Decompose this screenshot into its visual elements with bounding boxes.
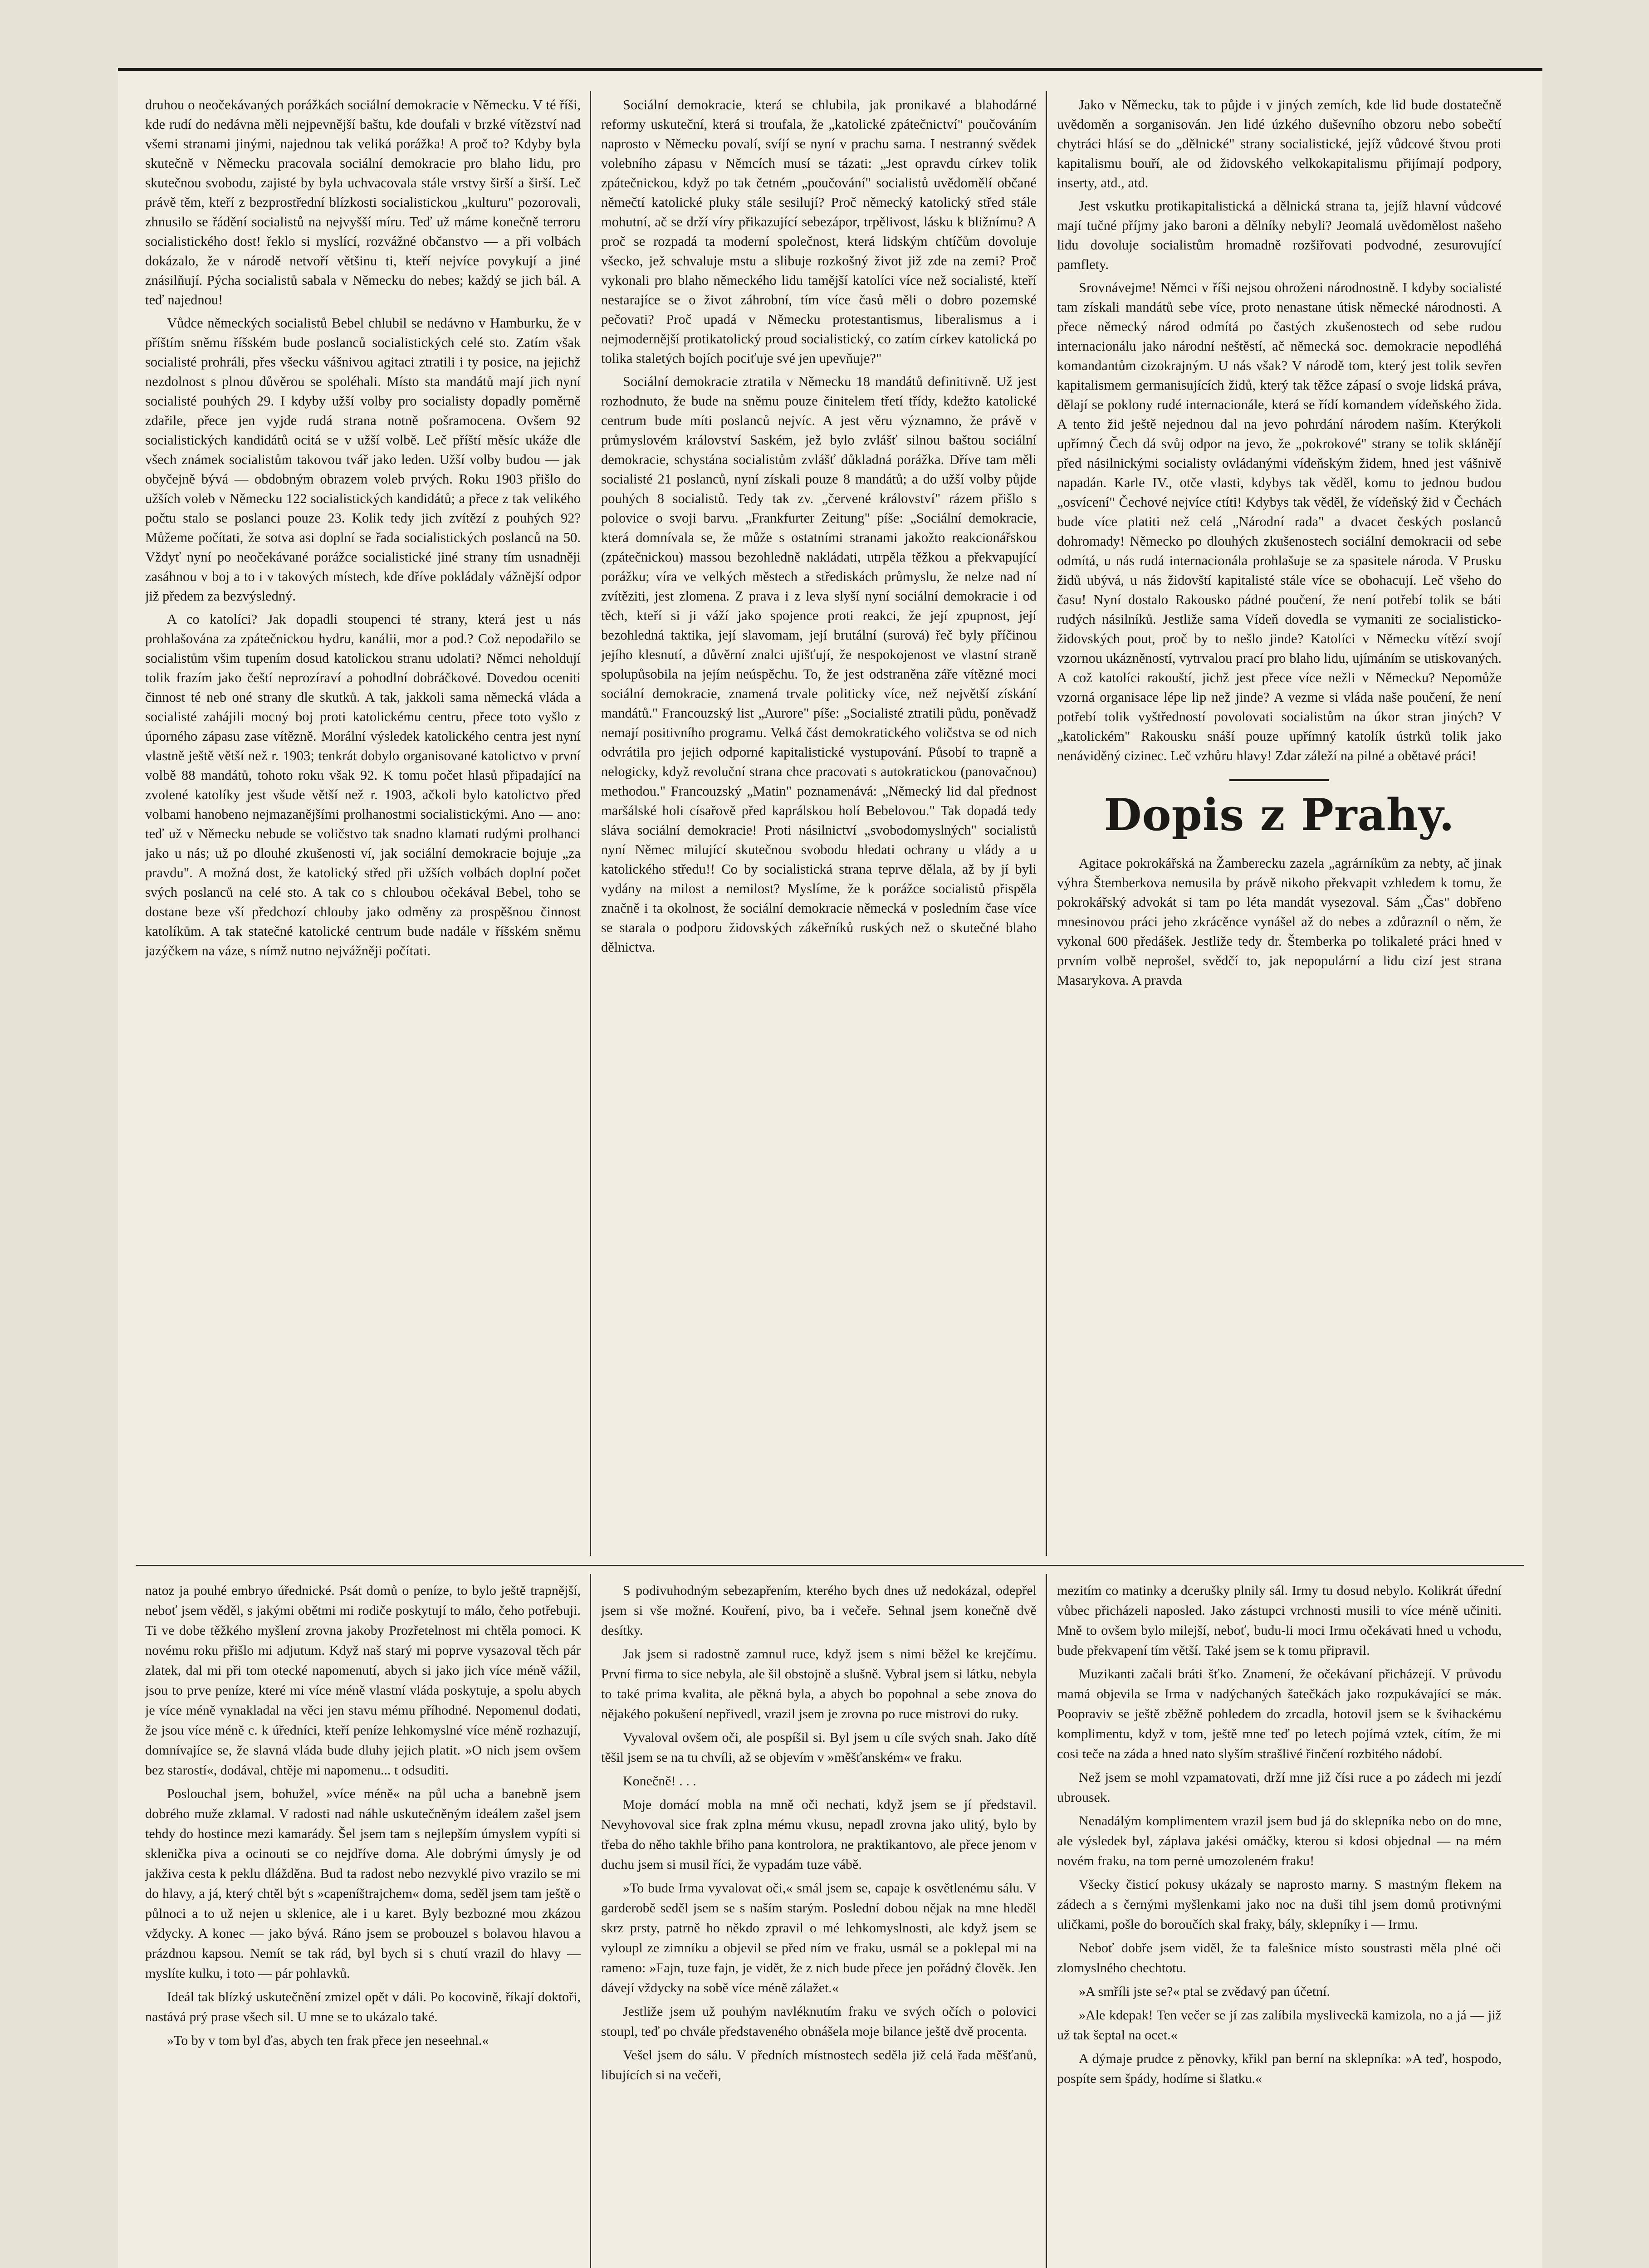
paragraph: »To bude Irma vyvalovat oči,« smál jsem se, capaje k osvětlenému sálu. V garderobě seděl jsem se s naším starým. Poslední dobou nějak na mne hleděl skrz prsty, patrně ho někdo zpravil o mé lehkomyslnosti, ale když jsem se vyloupl ze zimníku a objevil se před ním ve fraku, usmál se a poklepal mi na rameno: »Fajn, tuze fajn, je vidět, že z nich bude přece jen pořádný člověk. Jen dávejí vždycky na sobě více méně zálažet.«: [601, 1881, 1037, 1995]
paragraph: »A smříli jste se?« ptal se zvědavý pan účetní.: [1079, 1984, 1331, 1999]
paragraph: Sociální demokracie ztratila v Německu 18 mandátů definitivně. Už jest rozhodnuto, že bude na sněmu pouze činitelem třetí třídy, kdežto katolické centrum bude míti poslanců nejvíc. A jest věru významno, že právě v průmyslovém království Saském, jež bylo zvlášť silnou baštou sociální demokracie, schystána socialistům zvlášť důkladná porážka. Dříve tam měli socialisté 21 poslanců, nyní získali pouze 8 mandátů; a do užší volby půjde pouhých 8 socialistů. Tedy tak zv. „červené království" rázem přišlo s polovice o svoji barvu. „Frankfurter Zeitung" píše: „Sociální demokracie, která domnívala se, že může s ostatními stranami jakožto reakcionářskou (zpátečnickou) massou bezohledně nakládati, utrpěla těžkou a překvapující porážku; víra ve velkých městech a střediskách průmyslu, že nelze nad ní zvítěziti, jest zlomena. Z prava i z leva slyší nyní sociální demokracie i od těch, kteří si ji váží jako spojence proti reakci, že její zpupnost, její bezohledná taktika, její slavomam, její brutální (surová) řeč byly příčinou jejího klesnutí, a důvěrní znalci ujišťují, že nespokojenost ve vlastní straně spolupůsobila na jejím neúspěchu. To, že jest odstraněna záře vítězné moci sociální demokracie, znamená trvale politicky více, než největší získání mandátů." Francouzský list „Aurore" píše: „Socialisté ztratili půdu, poněvadž nemají positivního programu. Velká část demokratického voličstva se od nich odvrátila pro jejich odporné kapitalistické vystupování. Působí to trapně a nelogicky, když revoluční strana chce pracovati s autokratickou (panovačnou) methodou." Francouzský „Matin" poznamenává: „Německý lid dal přednost maršálské holi císařově před kaprálskou holí Bebelovou." Tak dopadá tedy sláva sociální demokracie! Proti násilnictví „svobodomyslných" socialistů nyní Němec milující skutečnou svobodu hledati ochrany u vlády a u katolického středu!! Co by socialistická strana teprve dělala, až by jí byli vydány na milost a nemilost? Myslíme, že k porážce socialistů přispěla značně i ta okolnost, že sociální demokracie německá v posledním čase více se starala o podporu židovských zákeřníků ruských než o skutečné blaho dělnictva.: [601, 374, 1037, 955]
paragraph: Srovnávejme! Němci v říši nejsou ohroženi národnostně. I kdyby socialisté tam získali mandátů sebe více, proto nenastane útisk německé národnosti. A přece německý národ odmítá po častých zkušenostech od sebe rudou internacionálu jako národní neštěstí, ač německá soc. demokracie nepodléhá komandantům cizokrajným. U nás však? V národě tom, který jest tolik sevřen kapitalismem germanisujících židů, který tak těžce zápasí o svoje lidská práva, dělají se poklony rudé internacionále, která se řídí komandem vídeňského žida. A tento žid ještě nejednou dal na jevo pohrdání národem naším. Kterýkoli upřímný Čech dá svůj odpor na jevo, že „pokrokové" strany se tolik sklánějí před násilnickými socialisty ovládanými vídeňským židem, hned jest vášnivě napadán. Karle IV., otče vlasti, kdybys tak věděl, komu to jednou budou „osvícení" Čechové nejvíce ctíti! Kdybys tak věděl, že vídeňský žid v Čechách bude více platiti než celá „Národní rada" a dvacet českých poslanců dohromady! Německo po dlouhých zkušenostech sociální demokracii od sebe odmítá, u nás rudá internacionála prohlašuje se za spasitele národa. V Prusku židů ubývá, u nás židovští kapitalisté stále více se obohacují. Leč všeho do času! Nyní dostalo Rakousko pádné poučení, že není potřebí tolik se báti rudých násilníků. Jestliže sama Vídeň dovedla se vymaniti ze socialisticko-židovských pout, proč by to nešlo jinde? Katolíci v Německu vítězí svojí vzornou ukázněností, vytrvalou prací pro blaho lidu, ujímáním se utiskovaných. A což katolíci rakouští, jichž jest přece více nežli v Německu? Nepomůže vzorná organisace lépe lip než jinde? A vezme si vláda naše poučení, že není potřebí tolik vyštředností povolovati socialistům na úkor stran jiných? V „katolickém" Rakousku snáší pouze upřímný katolík ústrků tolik jako nenáviděný cizinec. Leč vzhůru hlavy! Zdar záleží na pilné a obětavé práci!: [1057, 280, 1502, 763]
column-3-commentary: [1057, 95, 1502, 766]
column-divider: [590, 1574, 591, 2268]
paragraph: Než jsem se mohl vzpamatovati, drží mne již čísi ruce a po zádech mi jezdí ubrousek.: [1057, 1770, 1502, 1805]
upper-column-1: [145, 95, 581, 1547]
paragraph: Jestliže jsem už pouhým navléknutím fraku ve svých očích o polovici stoupl, teď po chvále představeného obnášela moje bilance ještě dvě procenta.: [601, 2004, 1037, 2039]
paragraph: Jest vskutku protikapitalistická a dělnická strana ta, jejíž hlavní vůdcové mají tučné příjmy jako baroni a dělníky nebyli? Jeomalá uvědomělost našeho lidu dovoluje socialistům hromadně rozšiřovati podvodné, zesurovující pamflety.: [1057, 198, 1502, 272]
paragraph: Sociální demokracie, která se chlubila, jak pronikavé a blahodárné reformy uskuteční, která si troufala, že „katolické zpátečnictví" poučováním naprosto v Německu povalí, svíjí se nyní v prachu sama. I nestranný svědek volebního zápasu v Němcích musí se tázati: „Jest opravdu církev tolik zpátečnickou, když po tak četném „poučování" socialistů uvědomělí občané němečtí katolické pluky stále sesilují? Proč německý katolický střed stále mohutní, ač se drží víry přikazující sebezápor, trpělivost, lásku k bližnímu? A proč se rozpadá ta moderní společnost, která lidským chtíčům dovoluje všecko, jež schvaluje mstu a slibuje rozkošný život již zde na zemi? Proč vykonali pro blaho německého lidu tamější katolíci více než socialisté, kteří nestarajíce se o život záhrobní, tím více časů měli o dobro pozemské pečovati? Proč upadá v Německu protestantismus, liberalismus a i nejmodernější protikatolický proud socialistický, co zatím církev katolická po tolika staletých bojích pociťuje své jen upevňuje?": [601, 97, 1037, 366]
paragraph: Jako v Německu, tak to půjde i v jiných zemích, kde lid bude dostatečně uvědoměn a sorganisován. Jen lidé úzkého duševního obzoru nebo sobečtí chytráci hlásí se do „dělnické" strany socialistické, jejíž vůdcové štvou proti kapitalismu bouří, ale od židovského velkokapitalismu přijímají podpory, inserty, atd., atd.: [1057, 97, 1502, 191]
column-divider: [1046, 91, 1047, 1556]
paragraph: Vyvaloval ovšem oči, ale pospíšil si. Byl jsem u cíle svých snah. Jako dítě těšil jsem se na tu chvíli, až se objevím v »měšťanském« ve fraku.: [601, 1730, 1037, 1765]
paragraph: A dýmaje prudce z pěnovky, křikl pan berní na sklepníka: »A teď, hospodo, pospíte sem špády, hodíme si šlatku.«: [1057, 2051, 1502, 2086]
lower-column-2: [601, 1581, 1037, 2268]
paragraph: Nenadálým komplimentem vrazil jsem bud já do sklepníka nebo on do mne, ale výsledek byl, záplava jakési omáčky, kterou si kdosi objednal — na mém novém fraku, na tom pernė umozoleném fraku!: [1057, 1813, 1502, 1868]
section-separator: [1229, 779, 1329, 781]
paragraph: mezitím co matinky a dcerušky plnily sál. Irmy tu dosud nebylo. Kolikrát úřední vůbec přicházeli naposled. Jako zástupci vrchnosti musili to více méně učiniti. Mně to ovšem bylo milejší, neboť, budu-li moci Irmu očekávati hned u vchodu, bude překvapení tím větší. Také jsem se k tomu připravil.: [1057, 1583, 1502, 1658]
upper-column-3: [1057, 95, 1502, 1547]
article-headline: Dopis z Prahy.: [1104, 789, 1455, 841]
column-3-dopis: [1057, 854, 1502, 990]
paragraph: »To by v tom byl ďas, abych ten frak přece jen neseehnal.«: [167, 2033, 489, 2048]
top-rule: [118, 68, 1542, 71]
paragraph: Všecky čisticí pokusy ukázaly se naprosto marny. S mastným flekem na zádech a s černými myšlenkami jako noc na duši tihl jsem domů protivnými uličkami, pošle do boroučích skal fraky, bály, sklepníky i — Irmu.: [1057, 1877, 1502, 1932]
paragraph: S podivuhodným sebezapřením, kterého bych dnes už nedokázal, odepřel jsem si vše možné. Kouření, pivo, ba i večeře. Sehnal jsem konečně dvě desítky.: [601, 1583, 1037, 1638]
column-divider: [590, 91, 591, 1556]
newspaper-page: [118, 68, 1542, 2268]
paragraph: Jak jsem si radostně zamnul ruce, když jsem s nimi běžel ke krejčímu. První firma to sice nebyla, ale šil obstojně a slušně. Vybral jsem si látku, nebyla to také prima kvalita, ale pěkná byla, a abych bo popohnal a sebe znova do nějakého pokušení nepřivedl, vrazil jsem je zrovna po ruce mistrovi do ruky.: [601, 1647, 1037, 1721]
paragraph: Vůdce německých socialistů Bebel chlubil se nedávno v Hamburku, že v příštím sněmu říšském bude poslanců socialistických celé sto. Zatím však socialisté prohráli, přes všecku vášnivou agitaci ztratili i ty posice, na jejichž nezdolnost s plnou důvěrou se spoléhali. Místo sta mandátů mají jich nyní socialisté pouhých 29. I kdyby užší volby pro socialisty dopadly poměrně zdařile, přece jen vyjde rudá strana notně pošramocena. Ovšem 92 socialistických kandidátů ocitá se v užší volbě. Leč příští měsíc ukáže dle všech známek socialistům takovou tvář jako leden. Užší volby budou — jak obyčejně bývá — obdobným obrazem voleb prvých. Roku 1903 přišlo do užších voleb v Německu 122 socialistických kandidátů; a přece z tak velikého počtu stalo se poslanci pouze 23. Kolik tedy jich zvítězí z pouhých 92? Můžeme počítati, že sotva asi doplní se řada socialistických poslanců na 50. Vždyť nyní po neočekávané porážce socialistické jiné strany tím usnadněji zasáhnou v boj a to i v takových místech, kde dříve pokládaly vážnější odpor již předem za bezvýsledný.: [145, 315, 581, 604]
paragraph: Neboť dobře jsem viděl, že ta falešnice místo soustrasti měla plné oči zlomyslného chechtotu.: [1057, 1941, 1502, 1975]
paragraph: Muzikanti začali bráti šťko. Znamení, že očekávaní přicházejí. V průvodu mamá objevila se Irma v nadýchaných šatečkách jako rozpukávající se máк. Poopraviv se ještě zběžně pohledem do zrcadla, hotovil jsem se k švihackému komplimentu, když v tom, ještě mne teď po letech pojímá vztek, cítím, že mi cosi teče na záda a hned nato slyším strašlivé řinčení rozbitého nádobí.: [1057, 1667, 1502, 1761]
paragraph: Moje domácí mobla na mně oči nechati, když jsem se jí představil. Nevyhovoval sice frak zplna mému vkusu, nepadl zrovna jako ulitý, bylo by třeba do něho takhle břiho pana kontrolora, ne praktikantovo, ale přece jenom v duchu jsem si musil říci, že vypadám tuze vábě.: [601, 1797, 1037, 1872]
paragraph: A co katolíci? Jak dopadli stoupenci té strany, která jest u nás prohlašována za zpátečnickou hydru, kanálii, mor a pod.? Což nepodařilo se socialistům všim tupením dosud katolickou stranu udolati? Němci neholdují tolik frazím jako čeští neprozíraví a pohodlní dobráčkové. Dovedou oceniti činnost té neb oné strany dle skutků. A tak, jakkoli sama německá vláda a socialisté zahájili mocný boj proti katolickému centru, přece toto vyšlo z úporného zápasu zase vítězně. Morální výsledek katolického centra jest nyní vlastně ještě větší než r. 1903; tenkrát dobylo organisované katolictvo v první volbě 88 mandátů, tohoto roku však 92. K tomu počet hlasů připadající na zvolené katolíky jest všude větší než r. 1903, ačkoli bylo katolictvo před volbami hanobeno nejmazanějšími prolhanostmi socialistickými. Ano — ano: teď už v Německu nebude se voličstvo tak snadno klamati rudými prolhanci jako u nás; už po dlouhé zkušenosti ví, jak sociální demokracie bojuje „za pravdu". A možná dost, že katolický střed při užších volbách doplní počet svých poslanců na celé sto. A tak co s chloubou očekával Bebel, toho se dostane beze vší předchozí chlouby jako odměny za prospěšnou činnost katolíkům. A tak statečné katolické centrum bude nadále v říšském sněmu jazýčkem na váze, s nímž nutno nejvážněji počítati.: [145, 611, 581, 958]
section-rule: [136, 1565, 1524, 1566]
lower-column-1: [145, 1581, 581, 2268]
paragraph: natoz ja pouhé embryo úřednické. Psát domů o peníze, to bylo ještě trapnější, neboť jsem věděl, s jakými obětmi mi rodiče poskytují to málo, čeho potřebuji. Ti ve dobe těžkého myšlení zrovna jakoby Prozřetelnost mi chtěla pomoci. K novému roku přišlo mi adjutum. Když naš starý mi poprve vysazoval těch pár zlatek, dal mi při tom otecké napomenutí, abych si jako jich více méně vážil, jsou to prve peníze, které mi více méně vlastní vláda poskytuje, a spolu abych je více méně vynakladal na věci jen stavu mému příhodné. Nepomenul dodati, že jsou více méně c. k úředníci, kteří peníze lehkomyslné více méně rozhazují, domnívajíce se, že slavná vláda bude dluhy jejich platit. »O nich jsem ovšem bez starostí«, dodával, chtěje mi napomenu... t odsuditi.: [145, 1583, 581, 1778]
paragraph: druhou o neočekávaných porážkách sociální demokracie v Německu. V té říši, kde rudí do nedávna měli nejpevnější baštu, kde doufali v brzké vítězství nad všemi stranami jinými, najednou tak veliká porážka! A proč to? Kdyby byla skutečně v Německu pracovala sociální demokracie pro blaho lidu, pro skutečnou svobodu, zajisté by byla uchvacovala stále vrstvy širší a širší. Leč právě těm, kteří z bezprostřední blízkosti socialistickou „kulturu" pozorovali, zhnusilo se řádění socialistů na nejvyšší míru. Teď už máme konečně terroru socialistického dost! řeklo si myslící, rozvážné občanstvo — a při volbách dokázalo, že v národě netvoří většinu ti, kteří nejvíce povykují a jiné znásilňují. Pýcha socialistů sabala v Německu do nebes; každý se jich bál. A teď najednou!: [145, 97, 581, 308]
paragraph: Konečně! . . .: [623, 1774, 696, 1789]
column-divider: [1046, 1574, 1047, 2268]
paragraph: Vešel jsem do sálu. V předních místnostech seděla již celá řada měšťanů, libujících si na večeři,: [601, 2048, 1037, 2082]
paragraph: »Ale kdepak! Ten večer se jí zas zalíbila mysliveckä kamizola, no a já — již už tak šeptal na ocet.«: [1057, 2008, 1502, 2043]
upper-column-2: [601, 95, 1037, 1547]
paragraph: Ideál tak blízký uskutečnění zmizel opět v dáli. Po kocovině, říkají doktoři, nastává prý prase všech sil. U mne se to ukázalo také.: [145, 1989, 581, 2024]
lower-column-3: [1057, 1581, 1502, 2268]
paragraph: Agitace pokrokářská na Žamberecku zazela „agrárníkům za nebty, ač jinak výhra Štemberkova nemusila by právě nikoho překvapit vzhledem k tomu, že pokrokářský advokát si tam po léta mandát vysezoval. Sám „Čas" dobřeno mnesinovou práci jeho zkrácěnce vynášel až do nebes a zdůrazníl o něm, že vykonal 600 předášek. Jestliže tedy dr. Štemberka po tolikaleté práci hned v prvním volbě neprošel, svědčí to, jak nepopulární a lidu cizí jest strana Masarykova. A pravda: [1057, 855, 1502, 988]
paragraph: Poslouchal jsem, bohužel, »více méně« na půl ucha a banebně jsem dobrého muže zklamal. V radosti nad náhle uskutečněným ideálem zašel jsem tehdy do hostince mezi kamarády. Šel jsem tam s nejlepším úmyslem vypíti si sklenička pivа a ocinouti se co nejdříve doma. Ale dobrými úmysly je od jakživa cesta k peklu dlážděna. Bud ta radost nebo nezvyklé pivo vrazilo se mi do hlavy, a já, který chtěl být s »capeníštrajchem« doma, seděl jsem tam ještě o půlnoci a to už nejen u sklenice, ale i u karet. Byly bezbozné mou zkázou vždycky. A konec — jako bývá. Ráno jsem se probouzel s bolavou hlavou a prázdnou kapsou. Nemít se tak rád, byl bych si s chutí vrazil do hlavy — myslíte kulku, i toto — pár pohlavků.: [145, 1786, 581, 1981]
